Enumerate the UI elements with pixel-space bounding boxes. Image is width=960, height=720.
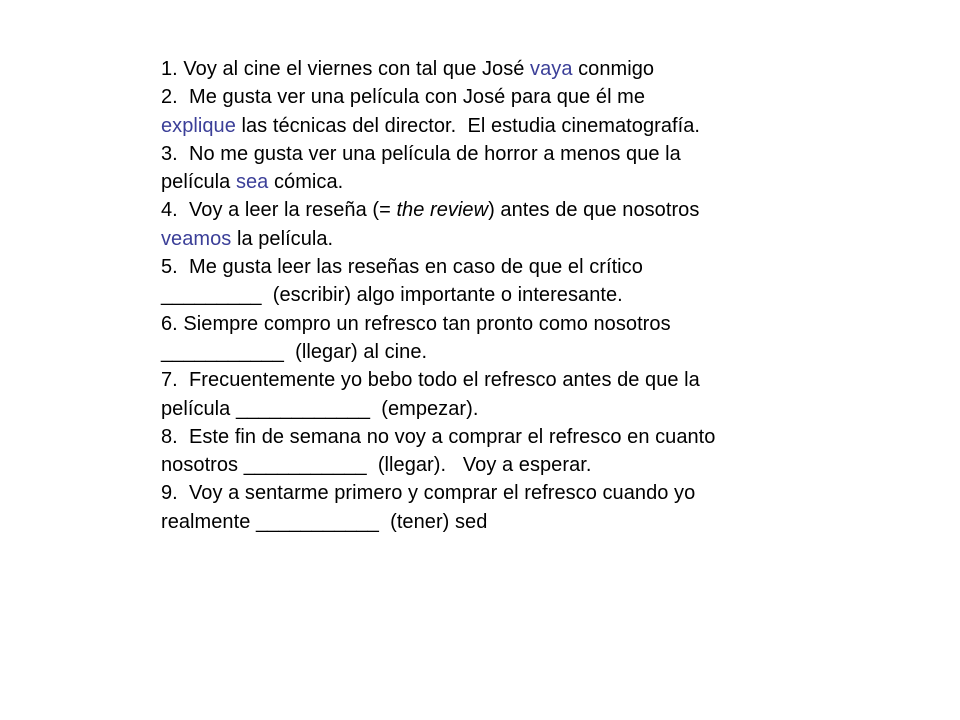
sentence-text: 3. No me gusta ver una película de horror a menos que la [161,142,681,165]
exercise-item-4 [161,196,841,253]
sentence-text: 4. Voy a leer la reseña (= [161,199,397,222]
exercise-line [161,281,841,309]
sentence-text: 8. Este fin de semana no voy a comprar el refresco en cuanto [161,425,716,448]
exercise-line [161,168,841,196]
sentence-text: 2. Me gusta ver una película con José para que él me [161,86,646,109]
answer-verb: veamos [161,227,232,250]
exercise-item-3 [161,140,841,197]
sentence-text: conmigo [572,58,655,80]
sentence-text: la película. [231,227,334,250]
exercise-item-1 [161,55,841,83]
exercise-line [161,395,841,423]
exercise-line [161,338,841,366]
exercise-item-2 [161,83,841,140]
sentence-text: ___________ (llegar) al cine. [161,340,428,363]
sentence-text: 1. Voy al cine el viernes con tal que José [161,58,531,80]
answer-verb: sea [235,171,269,194]
sentence-text: 9. Voy a sentarme primero y comprar el refresco cuando yo [161,482,696,505]
sentence-text: 7. Frecuentemente yo bebo todo el refresco antes de que la [161,369,700,392]
exercise-line [161,310,841,338]
exercise-line [161,83,841,111]
exercise-line [161,479,841,507]
sentence-text: 6. Siempre compro un refresco tan pronto como nosotros [161,312,671,335]
sentence-text: 5. Me gusta leer las reseñas en caso de que el crítico [161,256,643,279]
exercise-line [161,112,841,140]
exercise-item-8 [161,423,841,480]
exercise-line [161,451,841,479]
sentence-text: ) antes de que nosotros [488,199,700,222]
sentence-text: realmente ___________ (tener) sed [161,510,488,533]
sentence-text: película ____________ (empezar). [161,397,479,420]
italic-gloss: the review [396,199,489,222]
exercise-item-6 [161,310,841,367]
exercise-line [161,253,841,281]
exercise-line [161,423,841,451]
exercise-text-block [161,55,841,536]
exercise-line [161,225,841,253]
exercise-line [161,196,841,224]
sentence-text: nosotros ___________ (llegar). Voy a esperar. [161,454,592,477]
answer-verb: vaya [530,58,573,80]
exercise-item-5 [161,253,841,310]
exercise-line [161,366,841,394]
sentence-text: cómica. [268,171,344,194]
exercise-line [161,55,841,83]
answer-verb: explique [161,114,236,137]
exercise-item-9 [161,479,841,536]
exercise-line [161,140,841,168]
sentence-text: las técnicas del director. El estudia cinematografía. [235,114,701,137]
exercise-line [161,508,841,536]
sentence-text: película [161,171,236,194]
exercise-item-7 [161,366,841,423]
sentence-text: _________ (escribir) algo importante o interesante. [161,284,623,307]
